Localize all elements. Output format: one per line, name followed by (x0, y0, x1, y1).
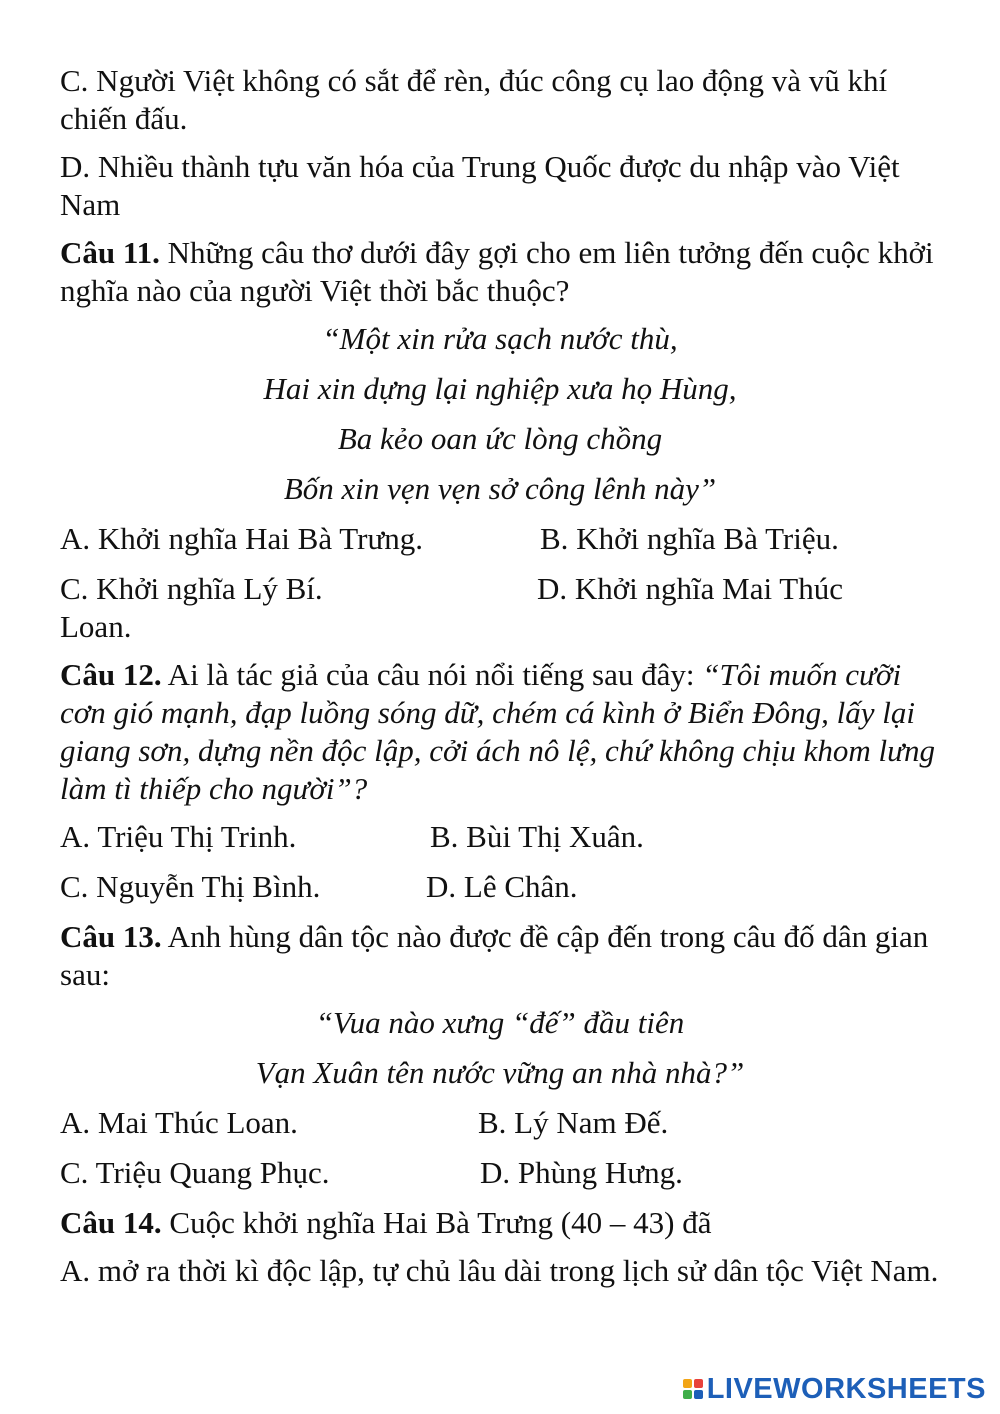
question-12-label: Câu 12. (60, 657, 162, 692)
q11-poem-line-3: Ba kẻo oan ức lòng chồng (337, 421, 663, 456)
liveworksheets-logo-icon (683, 1379, 703, 1399)
q11-poem-line-1: “Một xin rửa sạch nước thù, (322, 321, 678, 356)
logo-square-1 (683, 1379, 692, 1388)
q12-option-d[interactable]: D. Lê Chân. (426, 869, 578, 904)
q11-options-row-2 (60, 570, 940, 608)
logo-square-3 (683, 1390, 692, 1399)
question-13 (60, 918, 940, 994)
logo-square-4 (694, 1390, 703, 1399)
q14-option-a[interactable]: A. mở ra thời kì độc lập, tự chủ lâu dài trong lịch sử dân tộc Việt Nam. (60, 1253, 939, 1288)
question-12-tail: ? (351, 771, 368, 806)
q11-option-d[interactable]: D. Khởi nghĩa Mai Thúc (537, 571, 843, 606)
prev-option-c: C. Người Việt không có sắt để rèn, đúc công cụ lao động và vũ khí chiến đấu. (60, 63, 888, 136)
question-14-label: Câu 14. (60, 1205, 162, 1240)
question-13-text: Anh hùng dân tộc nào được đề cập đến trong câu đố dân gian sau: (60, 919, 929, 992)
question-13-label: Câu 13. (60, 919, 162, 954)
q11-poem-line-4: Bốn xin vẹn vẹn sở công lênh này” (283, 471, 717, 506)
question-14 (60, 1204, 940, 1242)
q11-option-b[interactable]: B. Khởi nghĩa Bà Triệu. (540, 521, 839, 556)
q13-option-b[interactable]: B. Lý Nam Đế. (478, 1105, 669, 1140)
q13-options-row-1 (60, 1104, 940, 1142)
q12-options-row-2 (60, 868, 940, 906)
question-12 (60, 656, 940, 808)
question-12-text: Ai là tác giả của câu nói nổi tiếng sau đây: (161, 657, 703, 692)
q13-poem-line-1: “Vua nào xưng “đế” đầu tiên (315, 1005, 685, 1040)
q11-poem-line-2: Hai xin dựng lại nghiệp xưa họ Hùng, (263, 371, 737, 406)
liveworksheets-brand (683, 1372, 986, 1406)
q13-option-c[interactable]: C. Triệu Quang Phục. (60, 1155, 330, 1190)
q12-option-c[interactable]: C. Nguyễn Thị Bình. (60, 869, 321, 904)
prev-option-d: D. Nhiều thành tựu văn hóa của Trung Quốc được du nhập vào Việt Nam (60, 149, 900, 222)
q12-options-row-1 (60, 818, 940, 856)
question-14-text: Cuộc khởi nghĩa Hai Bà Trưng (40 – 43) đã (161, 1205, 712, 1240)
q13-option-d[interactable]: D. Phùng Hưng. (480, 1155, 683, 1190)
q11-option-d-continued: Loan. (60, 609, 132, 644)
q13-options-row-2 (60, 1154, 940, 1192)
worksheet-page (60, 62, 940, 1300)
q12-option-a[interactable]: A. Triệu Thị Trinh. (60, 819, 297, 854)
q13-option-a[interactable]: A. Mai Thúc Loan. (60, 1105, 298, 1140)
question-11-text: Những câu thơ dưới đây gợi cho em liên tưởng đến cuộc khởi nghĩa nào của người Việt thời bắc thuộc? (60, 235, 934, 308)
q12-option-b[interactable]: B. Bùi Thị Xuân. (430, 819, 644, 854)
logo-square-2 (694, 1379, 703, 1388)
q11-option-a[interactable]: A. Khởi nghĩa Hai Bà Trưng. (60, 521, 424, 556)
q11-options-row-1 (60, 520, 940, 558)
brand-text: LIVEWORKSHEETS (706, 1373, 986, 1405)
question-11 (60, 234, 940, 310)
question-11-label: Câu 11. (60, 235, 160, 270)
q13-poem-line-2: Vạn Xuân tên nước vững an nhà nhà?” (255, 1055, 745, 1090)
q11-option-c[interactable]: C. Khởi nghĩa Lý Bí. (60, 571, 323, 606)
question-12-quote: “Tôi muốn cưỡi cơn gió mạnh, đạp luồng sóng dữ, chém cá kình ở Biển Đông, lấy lại giang sơn, dựng nền độc lập, cởi ách nô lệ, chứ không chịu khom lưng làm tì thiếp cho người” (60, 657, 936, 806)
